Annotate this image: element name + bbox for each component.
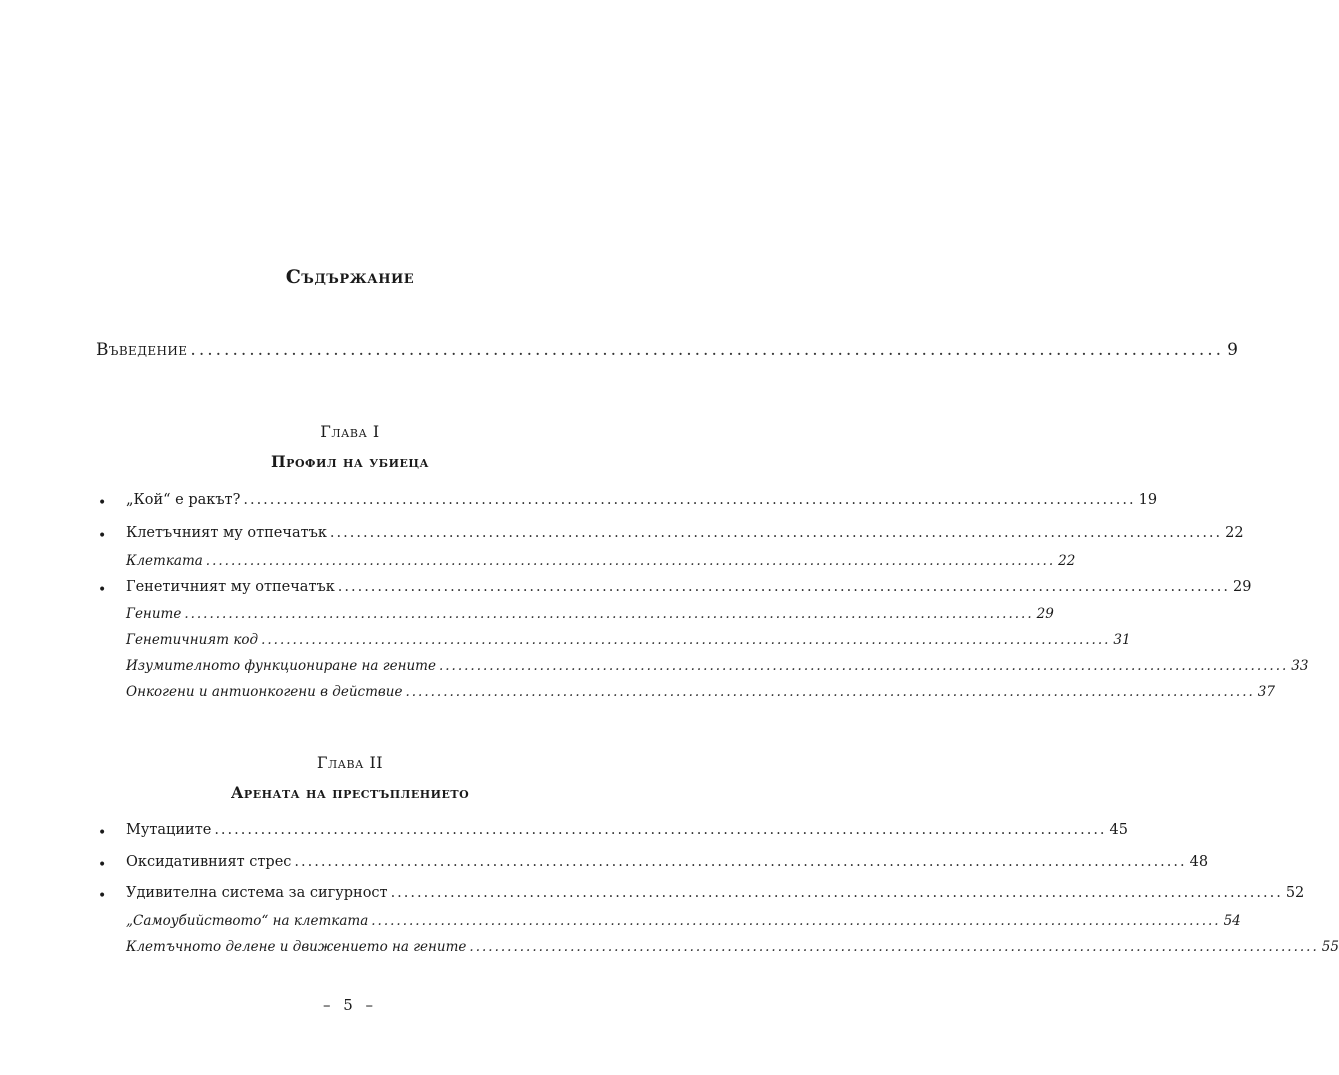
dot-leader: ....................................................................................................................................... bbox=[371, 913, 1221, 929]
toc-entry-page: 9 bbox=[1227, 340, 1238, 360]
toc-entry-label: Клетъчният му отпечатък bbox=[126, 525, 327, 541]
toc-entry-page: 33 bbox=[1291, 658, 1309, 674]
dot-leader: ....................................................................................................................................... bbox=[184, 606, 1034, 622]
toc-entry-label: „Кой“ е ракът? bbox=[126, 492, 241, 508]
toc-entry-label: Гените bbox=[126, 606, 182, 622]
chapter-title: Профил на убиеца bbox=[271, 452, 429, 471]
dot-leader: ........................................................................................................................... bbox=[190, 340, 1225, 360]
toc-subentry[interactable] bbox=[126, 553, 1076, 569]
chapter-number: Глава II bbox=[316, 753, 384, 772]
dot-leader: ....................................................................................................................................... bbox=[438, 658, 1289, 674]
toc-entry-page: 55 bbox=[1321, 939, 1339, 955]
toc-entry-label: Удивителна система за сигурност bbox=[126, 885, 388, 901]
dot-leader: ....................................................................................................................................... bbox=[469, 939, 1319, 955]
dot-leader: ....................................................................................................................................... bbox=[405, 684, 1255, 700]
toc-entry-page: 48 bbox=[1189, 854, 1209, 870]
toc-title: Съдържание bbox=[285, 266, 415, 288]
bullet-icon: • bbox=[98, 857, 107, 873]
toc-entry-label: Генетичният му отпечатък bbox=[126, 579, 335, 595]
dot-leader: ....................................................................................................................................... bbox=[205, 553, 1056, 569]
dot-leader: ....................................................................................................................................... bbox=[337, 579, 1230, 595]
toc-entry-page: 29 bbox=[1233, 579, 1252, 595]
toc-entry-intro[interactable] bbox=[96, 340, 1238, 360]
toc-entry-label: Онкогени и антионкогени в действие bbox=[126, 684, 403, 700]
toc-entry-label: Клетката bbox=[126, 553, 203, 569]
bullet-icon: • bbox=[98, 888, 107, 904]
toc-entry[interactable] bbox=[126, 822, 1128, 838]
toc-entry[interactable] bbox=[126, 579, 1252, 595]
toc-entry-page: 45 bbox=[1109, 822, 1128, 838]
dot-leader: ....................................................................................................................................... bbox=[329, 525, 1223, 541]
toc-subentry[interactable] bbox=[126, 658, 1309, 674]
toc-entry-label: „Самоубийството“ на клетката bbox=[126, 913, 369, 929]
toc-entry-label: Клетъчното делене и движението на гените bbox=[126, 939, 467, 955]
toc-entry-page: 31 bbox=[1113, 632, 1131, 648]
toc-entry-label: Изумителното функциониране на гените bbox=[126, 658, 436, 674]
bullet-icon: • bbox=[98, 582, 107, 598]
toc-entry[interactable] bbox=[126, 492, 1158, 508]
toc-entry[interactable] bbox=[126, 525, 1244, 541]
toc-entry-label: Генетичният код bbox=[126, 632, 259, 648]
toc-entry-page: 37 bbox=[1257, 684, 1275, 700]
toc-subentry[interactable] bbox=[126, 606, 1054, 622]
dot-leader: ....................................................................................................................................... bbox=[261, 632, 1111, 648]
bullet-icon: • bbox=[98, 825, 107, 841]
bullet-icon: • bbox=[98, 495, 107, 511]
toc-entry-page: 19 bbox=[1138, 492, 1158, 508]
page-number: – 5 – bbox=[322, 996, 378, 1014]
toc-subentry[interactable] bbox=[126, 913, 1241, 929]
chapter-number: Глава I bbox=[320, 422, 380, 441]
dot-leader: ....................................................................................................................................... bbox=[390, 885, 1283, 901]
chapter-title: Арената на престъплението bbox=[230, 783, 470, 802]
toc-entry-page: 29 bbox=[1036, 606, 1054, 622]
toc-subentry[interactable] bbox=[126, 684, 1275, 700]
toc-entry-page: 54 bbox=[1223, 913, 1241, 929]
toc-entry-page: 22 bbox=[1225, 525, 1244, 541]
toc-subentry[interactable] bbox=[126, 939, 1339, 955]
dot-leader: ....................................................................................................................................... bbox=[214, 822, 1107, 838]
toc-entry[interactable] bbox=[126, 854, 1209, 870]
toc-entry-label: Въведение bbox=[96, 340, 188, 360]
toc-entry-label: Мутациите bbox=[126, 822, 212, 838]
dot-leader: ....................................................................................................................................... bbox=[243, 492, 1136, 508]
dot-leader: ....................................................................................................................................... bbox=[294, 854, 1187, 870]
toc-entry-label: Оксидативният стрес bbox=[126, 854, 292, 870]
toc-subentry[interactable] bbox=[126, 632, 1131, 648]
toc-entry[interactable] bbox=[126, 885, 1305, 901]
bullet-icon: • bbox=[98, 528, 107, 544]
toc-entry-page: 22 bbox=[1058, 553, 1076, 569]
toc-entry-page: 52 bbox=[1285, 885, 1305, 901]
